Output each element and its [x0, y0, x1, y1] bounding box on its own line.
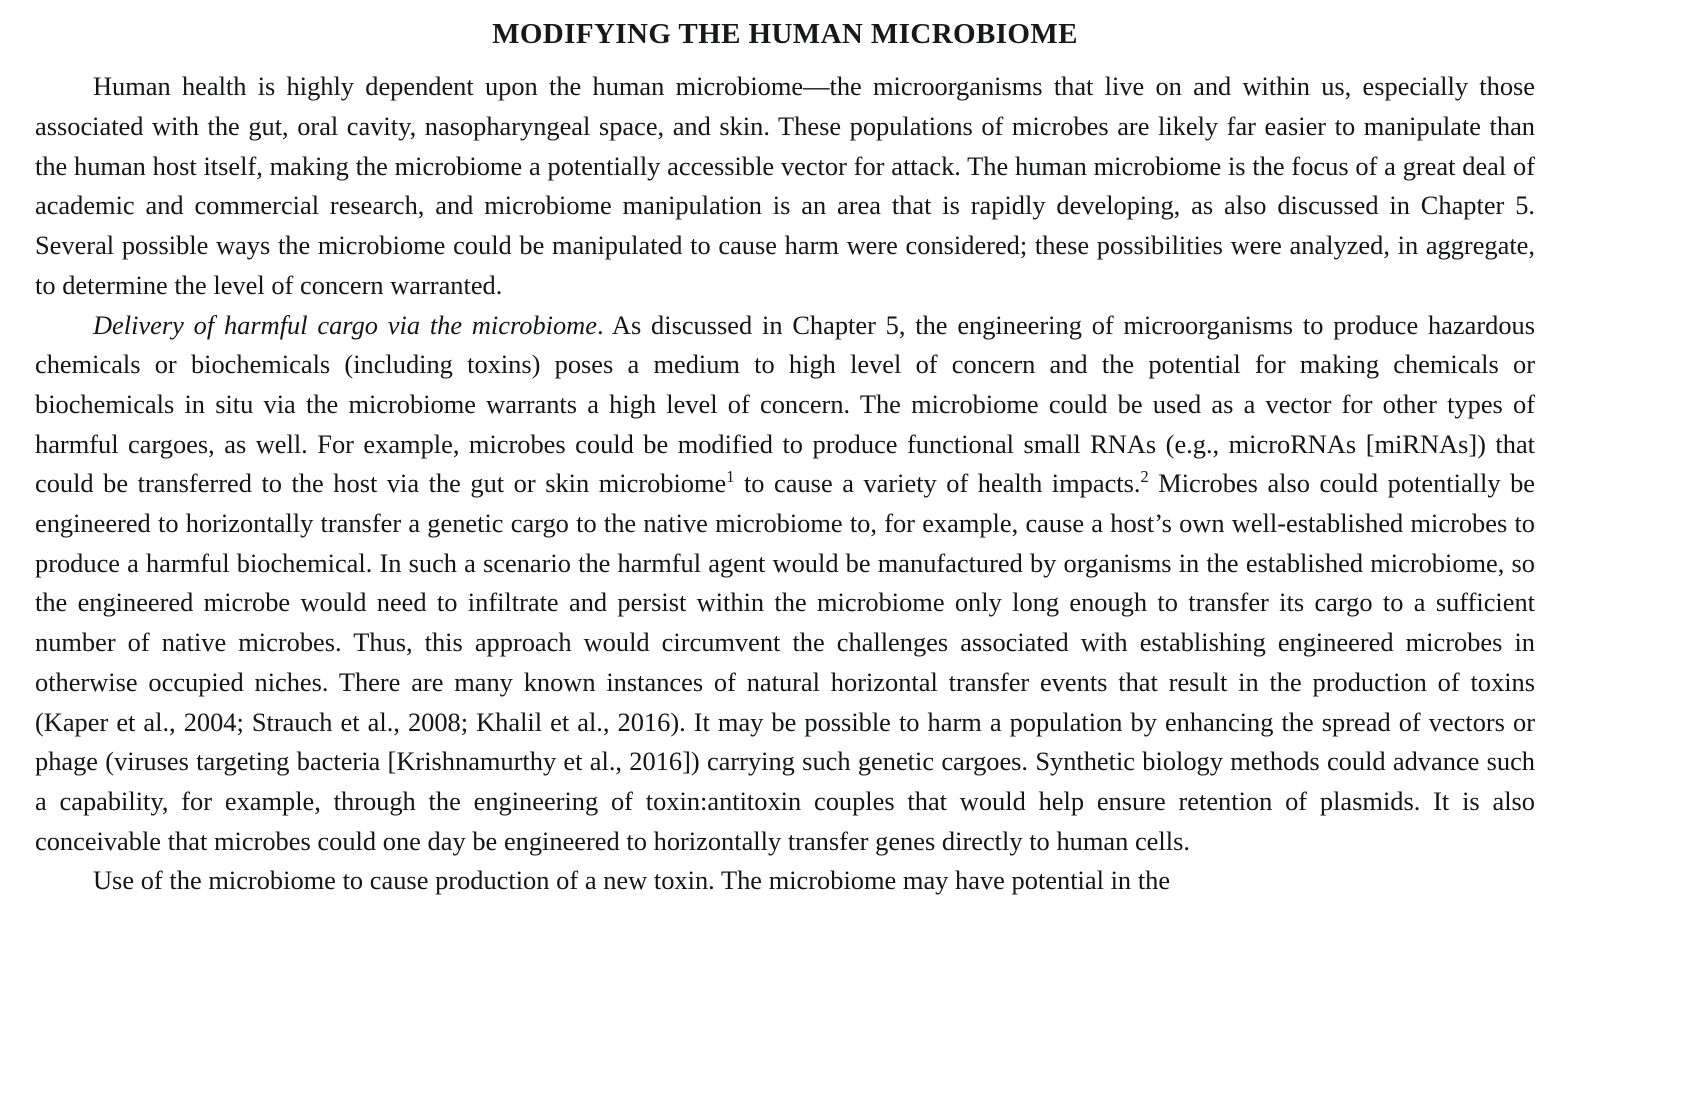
- paragraph-intro-text: Human health is highly dependent upon the human microbiome—the microorganisms that live on and within us, especially those associated with the gut, oral cavity, nasopharyngeal space, and skin. These populations of microbes are likely far easier to manipulate than the human host itself, making the microbiome a potentially accessible vector for attack. The human microbiome is the focus of a great deal of academic and commercial research, and microbiome manipulation is an area that is rapidly developing, as also discussed in Chapter 5. Several possible ways the microbiome could be manipulated to cause harm were considered; these possibilities were analyzed, in aggregate, to determine the level of concern warranted.: [35, 71, 1535, 300]
- paragraph-intro: [35, 67, 1535, 305]
- text-column: [35, 0, 1535, 896]
- paragraph-delivery-text-1: . As discussed in Chapter 5, the engineering of microorganisms to produce hazardous chemicals or biochemicals (including toxins) poses a medium to high level of concern and the potential for making chemicals or biochemicals in situ via the microbiome warrants a high level of concern. The microbiome could be used as a vector for other types of harmful cargoes, as well. For example, microbes could be modified to produce functional small RNAs (e.g., microRNAs [miRNAs]) that could be transferred to the host via the gut or skin microbiome: [35, 309, 1535, 499]
- paragraph-delivery-lead-italic: Delivery of harmful cargo via the microbiome: [93, 309, 597, 340]
- paragraph-clipped: [35, 861, 1535, 896]
- paragraph-delivery-text-2: to cause a variety of health impacts.: [734, 468, 1141, 499]
- paragraph-clipped-text: Use of the microbiome to cause production of a new toxin. The microbiome may have potential in the: [93, 865, 1171, 896]
- paragraph-delivery: [35, 306, 1535, 862]
- footnote-marker-1[interactable]: 1: [726, 467, 735, 487]
- paragraph-delivery-text-3: Microbes also could potentially be engineered to horizontally transfer a genetic cargo to the native microbiome to, for example, cause a host’s own well-established microbes to produce a harmful biochemical. In such a scenario the harmful agent would be manufactured by organisms in the established microbiome, so the engineered microbe would need to infiltrate and persist within the microbiome only long enough to transfer its cargo to a sufficient number of native microbes. Thus, this approach would circumvent the challenges associated with establishing engineered microbes in otherwise occupied niches. There are many known instances of natural horizontal transfer events that result in the production of toxins (Kaper et al., 2004; Strauch et al., 2008; Khalil et al., 2016). It may be possible to harm a population by enhancing the spread of vectors or phage (viruses targeting bacteria [Krishnamurthy et al., 2016]) carrying such genetic cargoes. Synthetic biology methods could advance such a capability, for example, through the engineering of toxin:antitoxin couples that would help ensure retention of plasmids. It is also conceivable that microbes could one day be engineered to horizontally transfer genes directly to human cells.: [35, 468, 1535, 856]
- page-title: MODIFYING THE HUMAN MICROBIOME: [492, 18, 1078, 50]
- footnote-marker-2[interactable]: 2: [1140, 467, 1149, 487]
